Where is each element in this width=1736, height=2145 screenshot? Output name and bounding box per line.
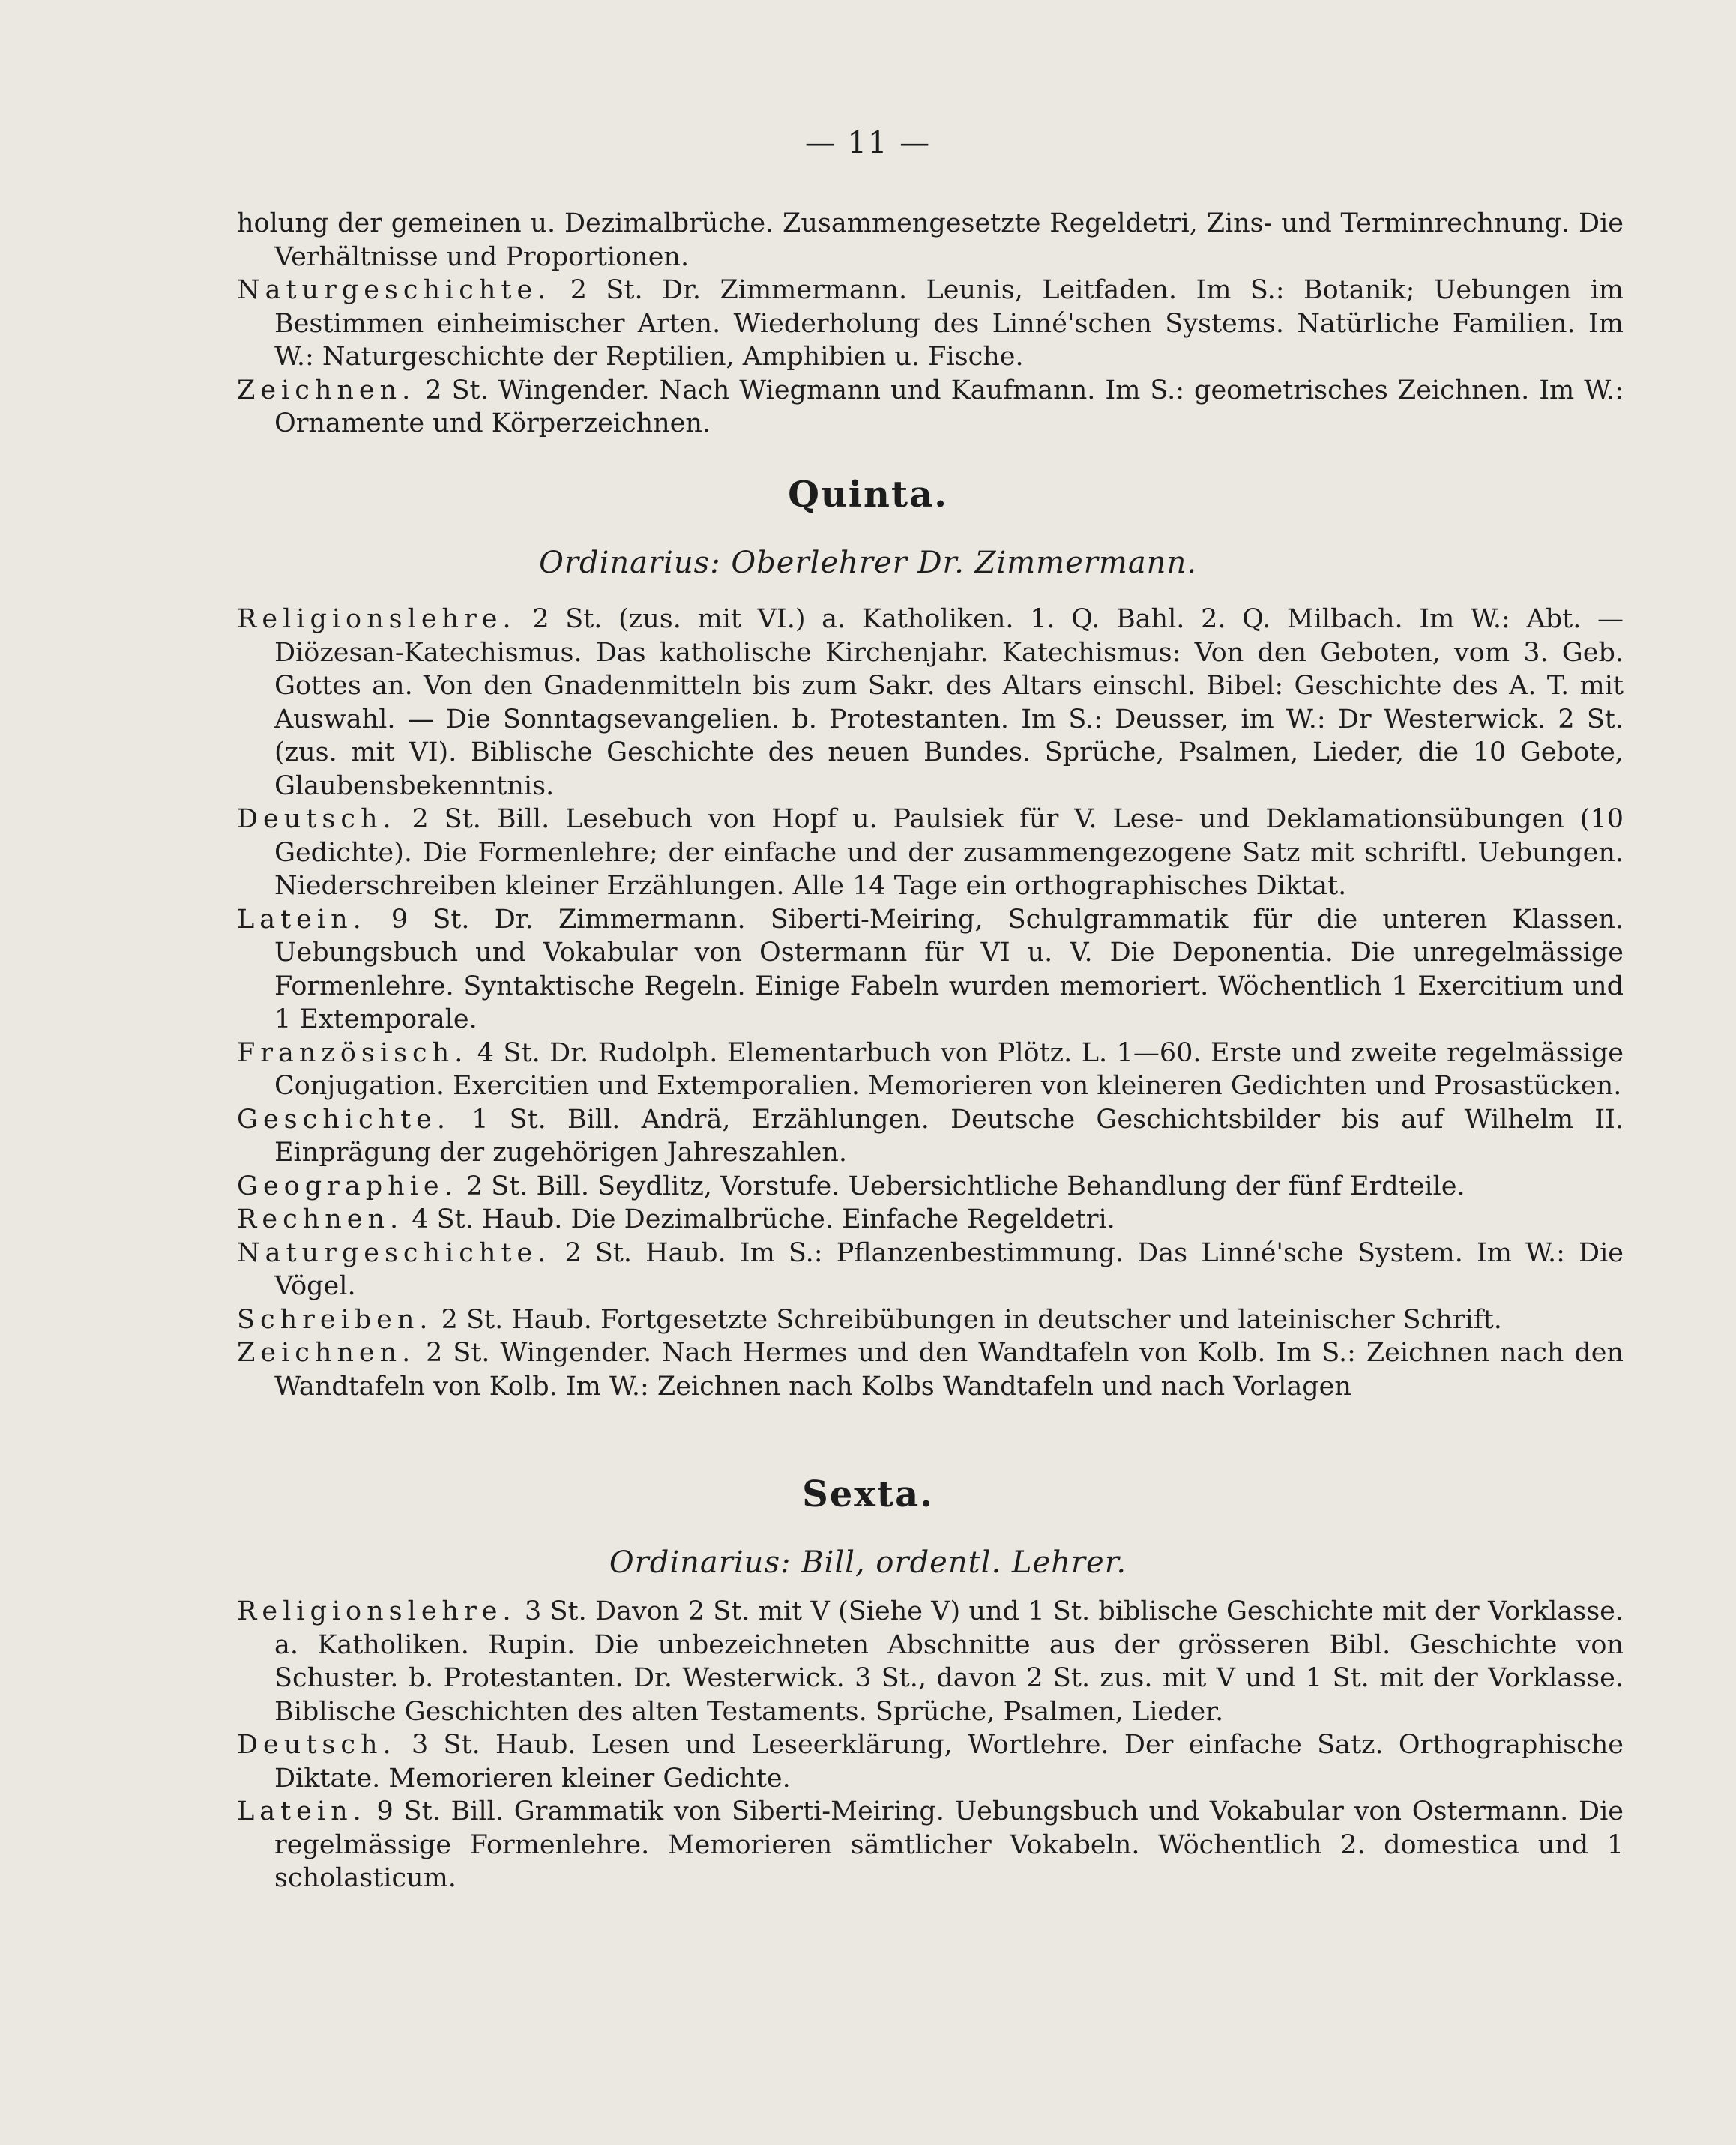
subject-label: Deutsch. bbox=[237, 1730, 397, 1760]
subject-label: Naturgeschichte. bbox=[237, 275, 552, 305]
subject-label: Zeichnen. bbox=[237, 1338, 416, 1368]
section-heading-quinta: Quinta. bbox=[788, 474, 948, 516]
quinta-section bbox=[237, 603, 1624, 1403]
subject-label: Rechnen. bbox=[237, 1204, 404, 1234]
subject-label: Religionslehre. bbox=[237, 604, 516, 634]
paragraph-zeichnen: Zeichnen. 2 St. Wingender. Nach Wiegmann und Kaufmann. Im S.: geometrisches Zeichnen. Im W.: Ornamente und Körperzeichnen. bbox=[237, 375, 1624, 438]
paragraph-rechnen: Rechnen. 4 St. Haub. Die Dezimalbrüche. Einfache Regeldetri. bbox=[237, 1204, 1115, 1234]
ordinarius-quinta: Ordinarius: Oberlehrer Dr. Zimmermann. bbox=[539, 546, 1197, 580]
subject-label: Schreiben. bbox=[237, 1304, 433, 1335]
subject-label: Religionslehre. bbox=[237, 1596, 516, 1626]
paragraph-deutsch: Deutsch. 3 St. Haub. Lesen und Leseerklärung, Wortlehre. Der einfache Satz. Orthographische Diktate. Memorieren kleiner Gedichte. bbox=[237, 1730, 1624, 1793]
subject-label: Naturgeschichte. bbox=[237, 1237, 552, 1268]
paragraph-latein: Latein. 9 St. Bill. Grammatik von Siberti-Meiring. Uebungsbuch und Vokabular von Ostermann. Die regelmässige Formenlehre. Memorieren sämtlicher Vokabeln. Wöchentlich 2. domestica und 1 scholasticum. bbox=[237, 1796, 1624, 1893]
paragraph-naturgeschichte: Naturgeschichte. 2 St. Dr. Zimmermann. Leunis, Leitfaden. Im S.: Botanik; Uebungen im Bestimmen einheimischer Arten. Wiederholung des Linné'schen Systems. Natürliche Familien. Im W.: Naturgeschichte der Reptilien, Amphibien u. Fische. bbox=[237, 275, 1624, 372]
paragraph-continuation: holung der gemeinen u. Dezimalbrüche. Zusammengesetzte Regeldetri, Zins- und Terminrechnung. Die Verhältnisse und Proportionen. bbox=[237, 208, 1624, 272]
subject-label: Französisch. bbox=[237, 1037, 468, 1068]
sexta-section bbox=[237, 1595, 1624, 1895]
top-section bbox=[237, 207, 1624, 441]
paragraph-deutsch: Deutsch. 2 St. Bill. Lesebuch von Hopf u. Paulsiek für V. Lese- und Deklamationsübungen (10 Gedichte). Die Formenlehre; der einfache und der zusammengezogene Satz mit schriftl. Uebungen. Niederschreiben kleiner Erzählungen. Alle 14 Tage ein orthographisches Diktat. bbox=[237, 804, 1624, 901]
paragraph-naturgeschichte: Naturgeschichte. 2 St. Haub. Im S.: Pflanzenbestimmung. Das Linné'sche System. Im W.: Die Vögel. bbox=[237, 1237, 1624, 1301]
paragraph-religionslehre: Religionslehre. 2 St. (zus. mit VI.) a. Katholiken. 1. Q. Bahl. 2. Q. Milbach. Im W.: Abt. — Diözesan-Katechismus. Das katholische Kirchenjahr. Katechismus: Von den Geboten, vom 3. Geb. Gottes an. Von den Gnadenmitteln bis zum Sakr. des Altars einschl. Bibel: Geschichte des A. T. mit Auswahl. — Die Sonntagsevangelien. b. Protestanten. Im S.: Deusser, im W.: Dr Westerwick. 2 St. (zus. mit VI). Biblische Geschichte des neuen Bundes. Sprüche, Psalmen, Lieder, die 10 Gebote, Glaubensbekenntnis. bbox=[237, 604, 1624, 801]
subject-label: Zeichnen. bbox=[237, 375, 416, 405]
page-number: — 11 — bbox=[804, 126, 932, 160]
paragraph-geographie: Geographie. 2 St. Bill. Seydlitz, Vorstufe. Uebersichtliche Behandlung der fünf Erdteile. bbox=[237, 1171, 1465, 1201]
subject-label: Latein. bbox=[237, 904, 367, 935]
paragraph-franzoesisch: Französisch. 4 St. Dr. Rudolph. Elementarbuch von Plötz. L. 1—60. Erste und zweite regelmässige Conjugation. Exercitien und Extemporalien. Memorieren von kleineren Gedichten und Prosastücken. bbox=[237, 1037, 1624, 1101]
paragraph-geschichte: Geschichte. 1 St. Bill. Andrä, Erzählungen. Deutsche Geschichtsbilder bis auf Wilhelm II. Einprägung der zugehörigen Jahreszahlen. bbox=[237, 1104, 1624, 1168]
subject-label: Geschichte. bbox=[237, 1104, 451, 1135]
section-heading-sexta: Sexta. bbox=[802, 1473, 934, 1515]
subject-label: Geographie. bbox=[237, 1171, 458, 1201]
ordinarius-sexta: Ordinarius: Bill, ordentl. Lehrer. bbox=[609, 1545, 1127, 1580]
paragraph-religionslehre: Religionslehre. 3 St. Davon 2 St. mit V (Siehe V) und 1 St. biblische Geschichte mit der Vorklasse. a. Katholiken. Rupin. Die unbezeichneten Abschnitte aus der grösseren Bibl. Geschichte von Schuster. b. Protestanten. Dr. Westerwick. 3 St., davon 2 St. zus. mit V und 1 St. mit der Vorklasse. Biblische Geschichten des alten Testaments. Sprüche, Psalmen, Lieder. bbox=[237, 1596, 1624, 1727]
paragraph-latein: Latein. 9 St. Dr. Zimmermann. Siberti-Meiring, Schulgrammatik für die unteren Klassen. Uebungsbuch und Vokabular von Ostermann für VI u. V. Die Deponentia. Die unregelmässige Formenlehre. Syntaktische Regeln. Einige Fabeln wurden memoriert. Wöchentlich 1 Exercitium und 1 Extemporale. bbox=[237, 904, 1624, 1034]
subject-label: Latein. bbox=[237, 1796, 367, 1826]
paragraph-zeichnen: Zeichnen. 2 St. Wingender. Nach Hermes und den Wandtafeln von Kolb. Im S.: Zeichnen nach den Wandtafeln von Kolb. Im W.: Zeichnen nach Kolbs Wandtafeln und nach Vorlagen bbox=[237, 1338, 1624, 1402]
paragraph-schreiben: Schreiben. 2 St. Haub. Fortgesetzte Schreibübungen in deutscher und lateinischer Schrift. bbox=[237, 1304, 1502, 1335]
subject-label: Deutsch. bbox=[237, 804, 397, 834]
